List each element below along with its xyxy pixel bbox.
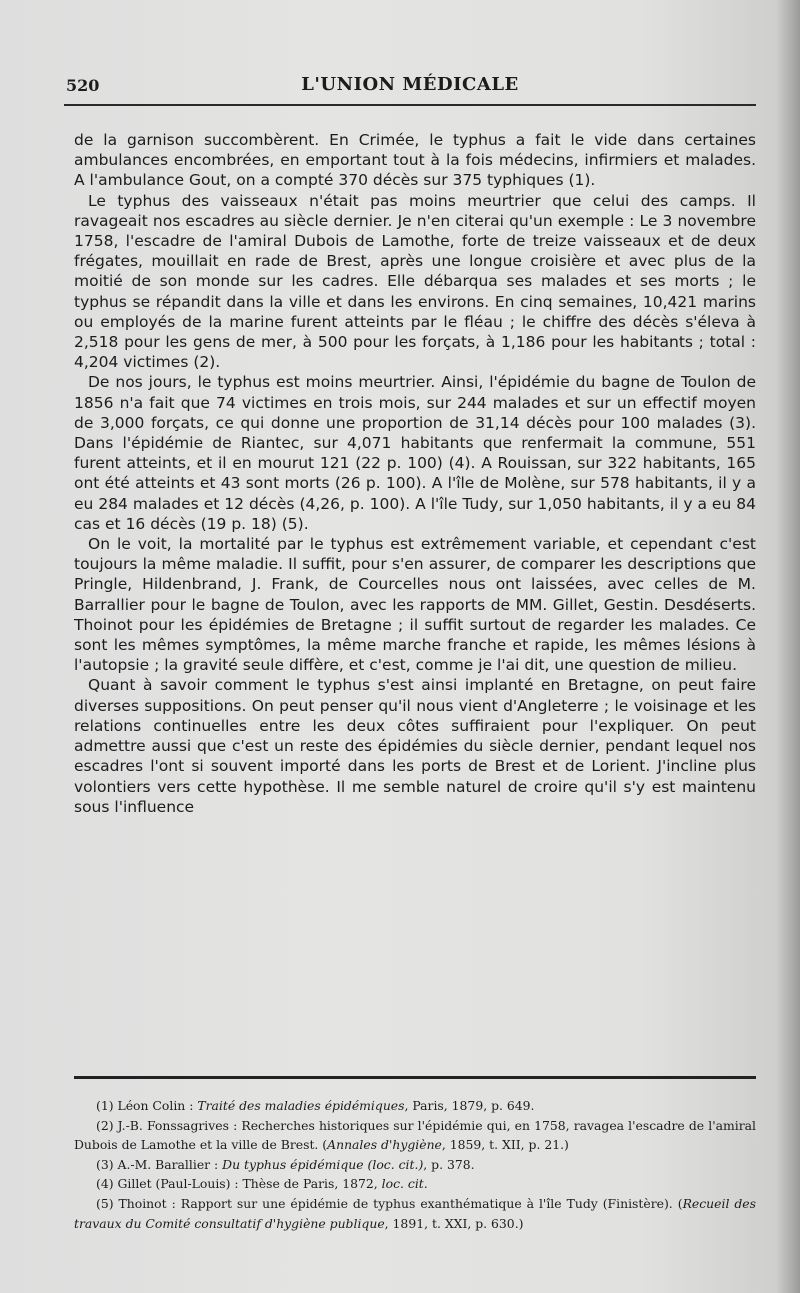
footnote: (3) A.-M. Barallier : Du typhus épidémique (loc. cit.), p. 378. [96,1156,475,1172]
footnote: (2) J.-B. Fonssagrives : Recherches historiques sur l'épidémie qui, en 1758, ravagea l'escadre de l'amiral Dubois de Lamothe et la ville de Brest. (Annales d'hygiène, 1859, t. XII, p. 21.) [74,1117,756,1153]
paragraph: De nos jours, le typhus est moins meurtrier. Ainsi, l'épidémie du bagne de Toulon de 1856 n'a fait que 74 victimes en trois mois, sur 244 malades et sur un effectif moyen de 3,000 forçats, ce qui donne une proportion de 31,14 décès pour 100 malades (3). Dans l'épidémie de Riantec, sur 4,071 habitants que renfermait la commune, 551 furent atteints, et il en mourut 121 (22 p. 100) (4). A Rouissan, sur 322 habitants, 165 ont été atteints et 43 sont morts (26 p. 100). A l'île de Molène, sur 578 habitants, il y a eu 284 malades et 12 décès (4,26, p. 100). A l'île Tudy, sur 1,050 habitants, il y a eu 84 cas et 16 décès (19 p. 18) (5). [74,373,756,533]
footnote: (5) Thoinot : Rapport sur une épidémie de typhus exanthématique à l'île Tudy (Finistère). (Recueil des travaux du Comité consultatif d'hygiène publique, 1891, t. XXI, p. 630.) [74,1195,756,1231]
page-header [64,74,756,98]
paragraph: On le voit, la mortalité par le typhus est extrêmement variable, et cependant c'est toujours la même maladie. Il suffit, pour s'en assurer, de comparer les descriptions que Pringle, Hildenbrand, J. Frank, de Courcelles nous ont laissées, avec celles de M. Barrallier pour le bagne de Toulon, avec les rapports de MM. Gillet, Gestin. Desdéserts. Thoinot pour les épidémies de Bretagne ; il suffit surtout de regarder les malades. Ce sont les mêmes symptômes, la même marche franche et rapide, les mêmes lésions à l'autopsie ; la gravité seule diffère, et c'est, comme je l'ai dit, une question de milieu. [74,535,756,675]
footnotes [74,1096,756,1233]
running-title: L'UNION MÉDICALE [301,74,519,95]
header-rule [64,104,756,106]
paragraph: de la garnison succombèrent. En Crimée, le typhus a fait le vide dans certaines ambulances encombrées, en emportant tout à la fois médecins, infirmiers et malades. A l'ambulance Gout, on a compté 370 décès sur 375 typhiques (1). [74,131,756,190]
footnote: (4) Gillet (Paul-Louis) : Thèse de Paris, 1872, loc. cit. [96,1176,428,1192]
page-number: 520 [66,76,100,95]
body-text [74,130,756,817]
paragraph: Le typhus des vaisseaux n'était pas moins meurtrier que celui des camps. Il ravageait nos escadres au siècle dernier. Je n'en citerai qu'un exemple : Le 3 novembre 1758, l'escadre de l'amiral Dubois de Lamothe, forte de treize vaisseaux et de deux frégates, mouillait en rade de Brest, après une longue croisière et avec plus de la moitié de son monde sur les cadres. Elle débarqua ses malades et ses morts ; le typhus se répandit dans la ville et dans les environs. En cinq semaines, 10,421 marins ou employés de la marine furent atteints par le fléau ; le chiffre des décès s'éleva à 2,518 pour les gens de mer, à 500 pour les forçats, à 1,186 pour les habitants ; total : 4,204 victimes (2). [74,191,756,372]
footnote-rule [74,1076,756,1079]
paragraph: Quant à savoir comment le typhus s'est ainsi implanté en Bretagne, on peut faire diverses suppositions. On peut penser qu'il nous vient d'Angleterre ; le voisinage et les relations continuelles entre les deux côtes suffiraient pour l'expliquer. On peut admettre aussi que c'est un reste des épidémies du siècle dernier, pendant lequel nos escadres l'ont si souvent importé dans les ports de Brest et de Lorient. J'incline plus volontiers vers cette hypothèse. Il me semble naturel de croire qu'il s'y est maintenu sous l'influence [74,676,756,816]
footnote: (1) Léon Colin : Traité des maladies épidémiques, Paris, 1879, p. 649. [96,1098,535,1113]
